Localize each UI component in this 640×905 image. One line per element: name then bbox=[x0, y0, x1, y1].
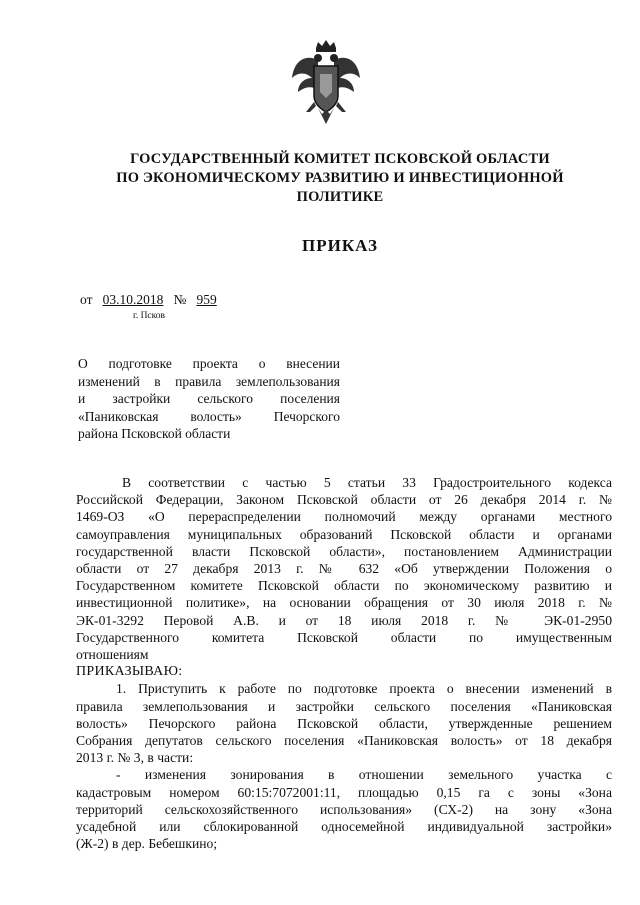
subitem-line: - изменения зонирования в отношении земельного участка с bbox=[116, 767, 612, 783]
order-subject bbox=[78, 355, 340, 443]
subitem-line: территорий сельскохозяйственного использования» (СХ-2) на зону «Зона bbox=[76, 801, 612, 817]
preamble-line: государственной власти Псковской области», постановлением Администрации bbox=[76, 543, 612, 559]
preamble-line: Российской Федерации, Законом Псковской области от 26 декабря 2014 г. № bbox=[76, 492, 612, 508]
org-title-line: ПО ЭКОНОМИЧЕСКОМУ РАЗВИТИЮ И ИНВЕСТИЦИОННОЙ bbox=[116, 170, 564, 186]
preamble-line: отношениям bbox=[76, 647, 149, 663]
org-title-line: ГОСУДАРСТВЕННЫЙ КОМИТЕТ ПСКОВСКОЙ ОБЛАСТИ bbox=[130, 151, 550, 167]
item-line: волость» Печорского района Псковской области, утвержденные решением bbox=[76, 715, 612, 731]
subject-line: О подготовке проекта о внесении bbox=[78, 356, 340, 371]
subitem-line: усадебной или сблокированной односемейной индивидуальной застройки» bbox=[76, 819, 612, 835]
preamble-line: Государственном комитете Псковской области по экономическому развитию и bbox=[76, 578, 612, 594]
subitem-line: кадастровым номером 60:15:7072001:11, площадью 0,15 га с зоны «Зона bbox=[76, 784, 612, 800]
preamble-line: В соответствии с частью 5 статьи 33 Градостроительного кодекса bbox=[122, 475, 612, 490]
item-line: 1. Приступить к работе по подготовке проекта о внесении изменений в bbox=[116, 681, 612, 697]
subject-line: района Псковской области bbox=[78, 426, 231, 441]
order-number: 959 bbox=[196, 292, 217, 307]
item-line: 2013 г. № 3, в части: bbox=[76, 750, 194, 766]
date-prefix: от bbox=[80, 292, 93, 307]
subject-line: и застройки сельского поселения bbox=[78, 391, 340, 406]
order-body bbox=[76, 474, 612, 852]
number-sign: № bbox=[173, 292, 187, 307]
preamble-line: инвестиционной политике», на основании обращения от 30 июля 2018 г. № bbox=[76, 595, 612, 611]
date-number-line bbox=[80, 292, 217, 308]
preamble-line: самоуправления муниципальных образований Псковской области и органами bbox=[76, 526, 612, 542]
coat-of-arms-icon bbox=[288, 38, 364, 128]
item-line: Собрания депутатов сельского поселения «Паниковская волость» от 18 декабря bbox=[76, 733, 612, 749]
item-line: правила землепользования и застройки сельского поселения «Паниковская bbox=[76, 698, 612, 714]
subject-line: «Паниковская волость» Печорского bbox=[78, 408, 340, 424]
preamble-line: Государственного комитета Псковской области по имущественным bbox=[76, 629, 612, 645]
preamble-line: области от 27 декабря 2013 г. № 632 «Об утверждении Положения о bbox=[76, 561, 612, 577]
organization-title bbox=[80, 150, 600, 207]
subitem-line: (Ж-2) в дер. Бебешкино; bbox=[76, 836, 218, 852]
city-label: г. Псков bbox=[133, 311, 166, 321]
order-directive-word: ПРИКАЗЫВАЮ: bbox=[76, 664, 183, 680]
preamble-line: ЭК-01-3292 Перовой А.В. и от 18 июля 2018 г. № ЭК-01-2950 bbox=[76, 612, 612, 628]
document-type-heading: ПРИКАЗ bbox=[302, 236, 378, 255]
org-title-line: ПОЛИТИКЕ bbox=[296, 189, 384, 205]
subject-line: изменений в правила землепользования bbox=[78, 373, 340, 389]
preamble-line: 1469-ОЗ «О перераспределении полномочий между органами местного bbox=[76, 509, 612, 525]
order-date: 03.10.2018 bbox=[102, 292, 164, 307]
